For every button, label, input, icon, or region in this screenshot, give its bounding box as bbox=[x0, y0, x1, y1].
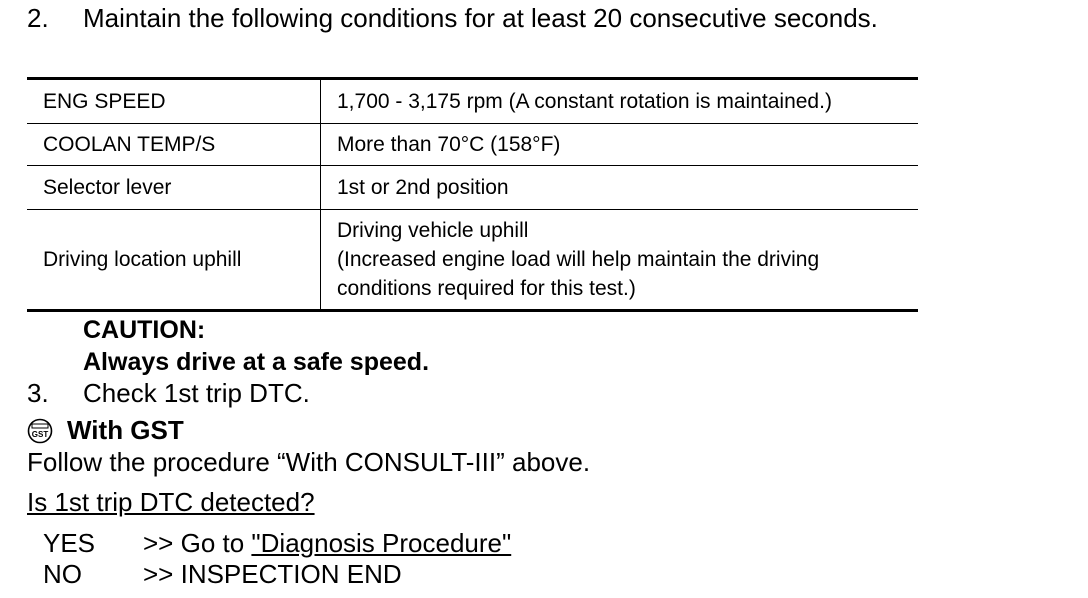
condition-value: More than 70°C (158°F) bbox=[321, 124, 919, 166]
condition-value: 1st or 2nd position bbox=[321, 166, 919, 210]
condition-label: COOLAN TEMP/S bbox=[27, 124, 321, 166]
table-row bbox=[27, 124, 918, 166]
table-row bbox=[27, 210, 918, 311]
answer-no-key: NO bbox=[43, 559, 82, 589]
condition-value-line: (Increased engine load will help maintain the driving bbox=[337, 248, 820, 271]
gst-label: With GST bbox=[67, 415, 184, 445]
step-2 bbox=[0, 3, 1088, 33]
conditions-table bbox=[27, 77, 918, 312]
answer-no-text: >> INSPECTION END bbox=[143, 559, 402, 589]
answer-yes-prefix: >> Go to bbox=[143, 528, 252, 558]
condition-label: ENG SPEED bbox=[27, 79, 321, 124]
step-3-text: Check 1st trip DTC. bbox=[83, 378, 310, 408]
condition-label: Driving location uphill bbox=[27, 210, 321, 311]
table-row bbox=[27, 166, 918, 210]
condition-value bbox=[321, 210, 919, 311]
condition-value: 1,700 - 3,175 rpm (A constant rotation is maintained.) bbox=[321, 79, 919, 124]
answer-yes bbox=[143, 528, 511, 558]
condition-label: Selector lever bbox=[27, 166, 321, 210]
answer-yes-key: YES bbox=[43, 528, 96, 558]
question-text: Is 1st trip DTC detected? bbox=[27, 487, 315, 517]
caution-text: Always drive at a safe speed. bbox=[83, 348, 430, 376]
gst-tool-icon bbox=[27, 418, 53, 444]
procedure-text: Follow the procedure “With CONSULT-III” above. bbox=[27, 447, 591, 477]
caution-title: CAUTION: bbox=[83, 316, 206, 344]
step-2-number: 2. bbox=[27, 3, 49, 33]
condition-value-line: Driving vehicle uphill bbox=[337, 219, 529, 242]
step-2-text: Maintain the following conditions for at least 20 consecutive seconds. bbox=[83, 3, 878, 33]
gst-icon-text: GST bbox=[31, 430, 49, 439]
step-3-number: 3. bbox=[27, 378, 49, 408]
condition-value-line: conditions required for this test.) bbox=[337, 277, 636, 300]
table-row bbox=[27, 79, 918, 124]
diagnosis-procedure-link[interactable]: "Diagnosis Procedure" bbox=[251, 528, 512, 558]
step-3 bbox=[0, 378, 1088, 408]
